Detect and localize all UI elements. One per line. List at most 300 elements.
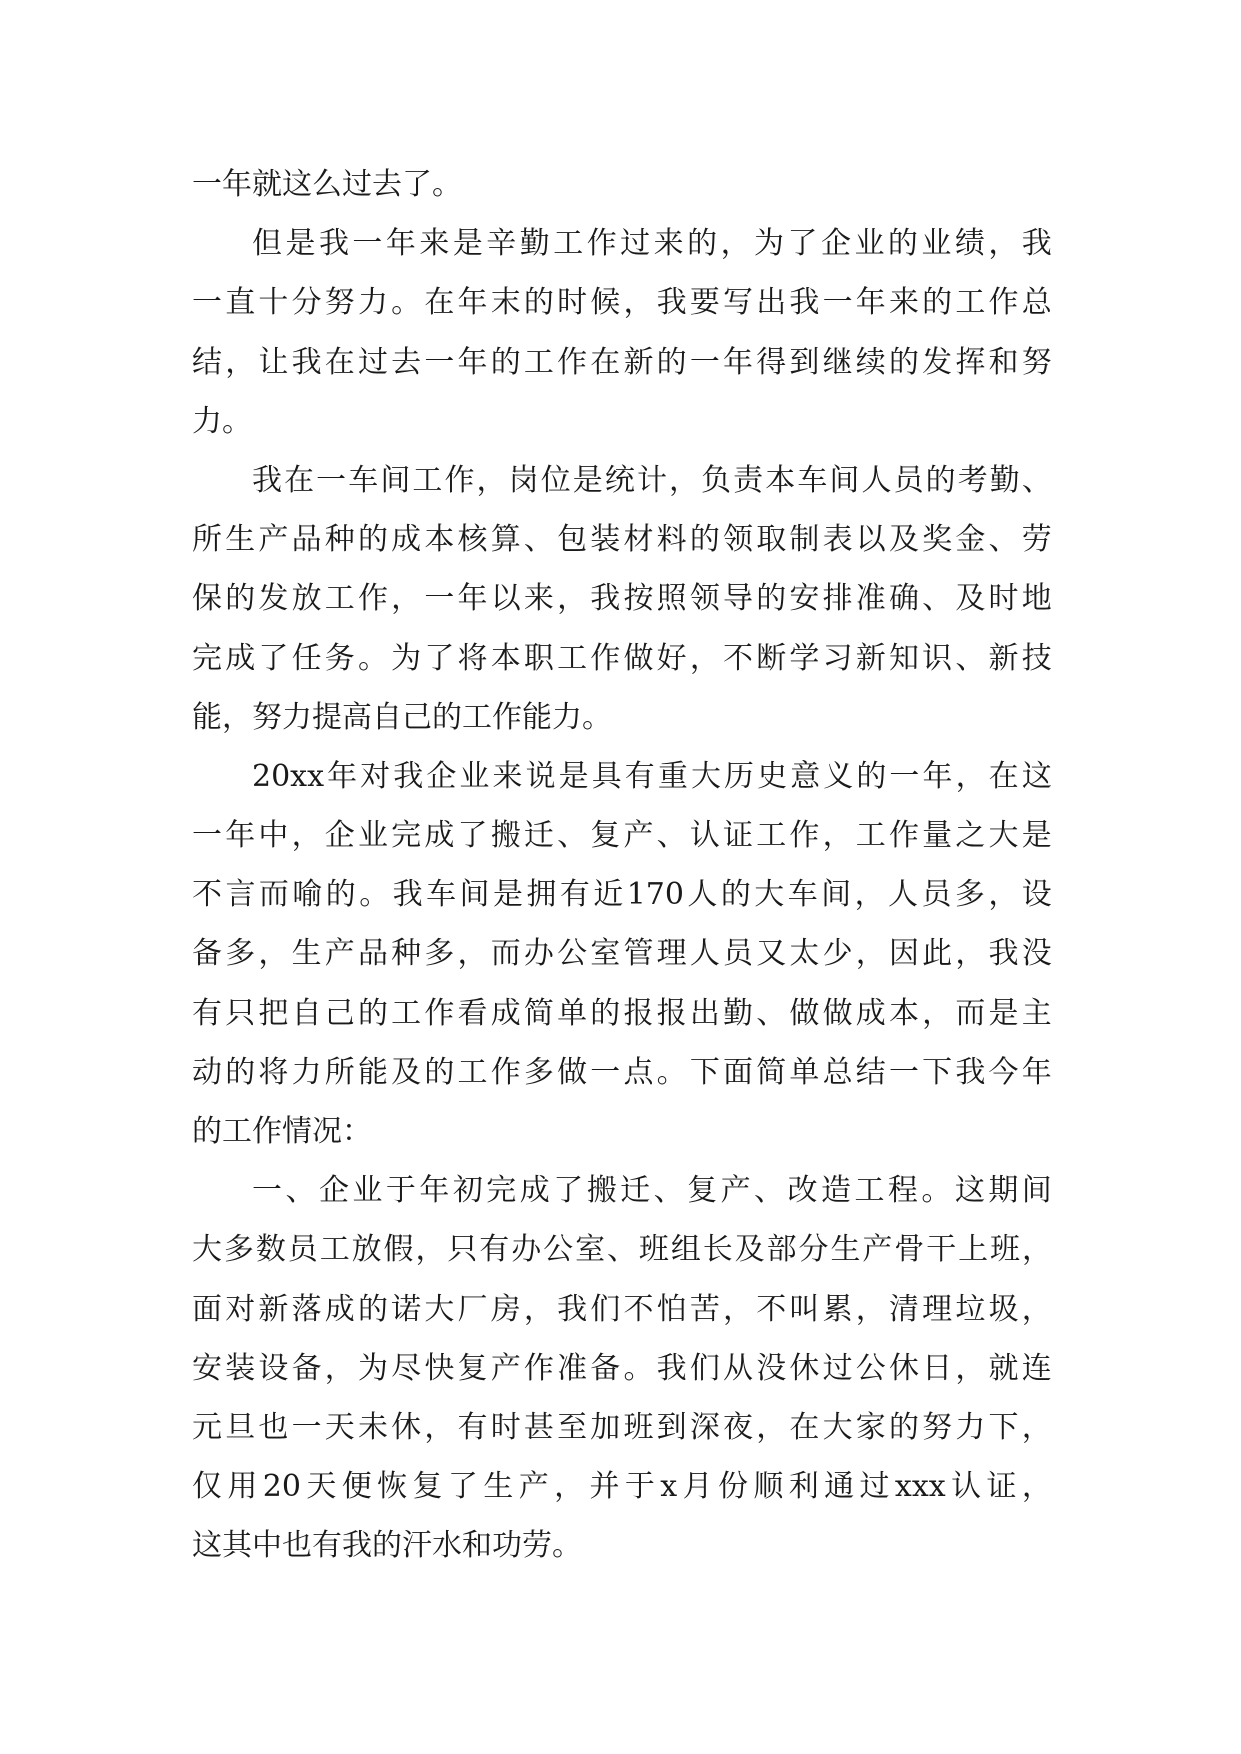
- text-glyph: 了: [787, 226, 818, 262]
- text-glyph: 我: [955, 1054, 986, 1090]
- text-glyph: 年: [419, 1173, 450, 1209]
- text-glyph: 深: [689, 1409, 720, 1445]
- text-glyph: 程: [887, 1173, 918, 1209]
- text-glyph: 工: [553, 226, 584, 262]
- text-glyph: 在: [424, 285, 455, 321]
- text-glyph: 我: [656, 1350, 687, 1386]
- text-glyph: 作: [490, 1054, 521, 1090]
- text-glyph: 于: [624, 1469, 655, 1505]
- text-glyph: 取: [756, 522, 787, 558]
- text-glyph: 说: [525, 758, 556, 794]
- text-glyph: 言: [225, 877, 256, 913]
- text-glyph: 力: [291, 1054, 322, 1090]
- text-glyph: 出: [689, 995, 720, 1031]
- text-glyph: 的: [225, 1054, 256, 1090]
- text-glyph: 计: [636, 462, 667, 498]
- text-glyph: 在: [324, 344, 355, 380]
- text-glyph: 成: [225, 640, 256, 676]
- text-glyph: 休: [888, 1350, 919, 1386]
- text-glyph: 业: [459, 758, 490, 794]
- text-glyph: 叫: [789, 1291, 820, 1327]
- text-glyph: 干: [926, 1232, 957, 1268]
- text-glyph: 大: [192, 1232, 222, 1268]
- text-glyph: 总: [1021, 285, 1052, 321]
- text-glyph: 己: [324, 995, 355, 1031]
- text-glyph: 努: [324, 285, 355, 321]
- text-glyph: 作: [789, 818, 820, 854]
- text-glyph: 甚: [523, 1409, 554, 1445]
- text-glyph: 间: [829, 462, 860, 498]
- text-glyph: 大: [822, 1409, 853, 1445]
- text-glyph: 自: [291, 995, 322, 1031]
- text-line: 能，努力提高自己的工作能力。: [192, 699, 612, 735]
- text-glyph: 排: [822, 581, 853, 617]
- text-glyph: 复: [457, 1350, 488, 1386]
- text-glyph: ，: [756, 1409, 787, 1445]
- text-glyph: 考: [957, 462, 988, 498]
- text-glyph: ，: [723, 1291, 753, 1327]
- text-glyph: ，: [1021, 1409, 1052, 1445]
- text-glyph: 旦: [225, 1409, 256, 1445]
- text-glyph: 人: [687, 877, 718, 913]
- text-line: [192, 273, 1052, 332]
- text-glyph: 也: [258, 1409, 289, 1445]
- text-glyph: 年: [723, 344, 753, 380]
- text-glyph: 过: [620, 226, 651, 262]
- text-glyph: 们: [590, 1291, 621, 1327]
- text-glyph: 有: [479, 1232, 510, 1268]
- text-glyph: 的: [888, 344, 919, 380]
- text-line: 力。: [192, 403, 252, 439]
- text-glyph: 品: [357, 936, 388, 972]
- text-glyph: 多: [954, 877, 985, 913]
- text-glyph: 来: [653, 226, 684, 262]
- text-glyph: ，: [855, 1291, 886, 1327]
- text-glyph: 恢: [377, 1469, 408, 1505]
- text-glyph: 一: [352, 226, 383, 262]
- text-glyph: 人: [888, 877, 919, 913]
- text-glyph: 年: [457, 581, 488, 617]
- text-glyph: 劳: [1021, 522, 1052, 558]
- text-glyph: 生: [830, 1232, 861, 1268]
- text-line: [192, 451, 1052, 510]
- text-glyph: 识: [922, 640, 953, 676]
- text-glyph: ，: [623, 285, 654, 321]
- text-glyph: 作: [586, 226, 617, 262]
- text-glyph: 只: [447, 1232, 478, 1268]
- text-glyph: 下: [922, 1054, 953, 1090]
- text-glyph: 生: [483, 1469, 514, 1505]
- text-glyph: 材: [623, 522, 654, 558]
- text-glyph: 了: [447, 1469, 478, 1505]
- text-glyph: 没: [1021, 936, 1052, 972]
- text-glyph: 圾: [988, 1291, 1019, 1327]
- text-glyph: 领: [723, 522, 753, 558]
- text-glyph: 喻: [292, 877, 323, 913]
- text-glyph: 的: [888, 1409, 919, 1445]
- text-line: 这其中也有我的汗水和功劳。: [192, 1528, 582, 1564]
- text-glyph: 我: [393, 758, 424, 794]
- text-glyph: 简: [523, 995, 554, 1031]
- text-glyph: 一: [291, 1409, 322, 1445]
- text-glyph: 产: [720, 1173, 751, 1209]
- text-glyph: 在: [590, 344, 621, 380]
- text-glyph: 导: [723, 581, 753, 617]
- text-glyph: 苦: [689, 1291, 720, 1327]
- text-glyph: 做: [789, 995, 820, 1031]
- text-glyph: 是: [492, 877, 523, 913]
- text-glyph: 报: [656, 995, 687, 1031]
- text-glyph: 年: [457, 285, 488, 321]
- text-line: [192, 1220, 1052, 1279]
- text-glyph: 出: [756, 285, 787, 321]
- text-glyph: 我: [557, 1291, 588, 1327]
- text-glyph: 办: [511, 1232, 542, 1268]
- text-glyph: 和: [988, 344, 1019, 380]
- text-glyph: 史: [757, 758, 788, 794]
- text-glyph: 的: [925, 462, 956, 498]
- text-glyph: 成: [855, 995, 886, 1031]
- text-glyph: 尽: [391, 1350, 422, 1386]
- text-glyph: 做: [557, 1054, 588, 1090]
- text-glyph: 的: [357, 995, 388, 1031]
- text-glyph: 造: [820, 1173, 851, 1209]
- text-glyph: 工: [557, 640, 588, 676]
- text-glyph: 面: [723, 1054, 753, 1090]
- text-glyph: x: [660, 1469, 678, 1505]
- text-glyph: 位: [540, 462, 571, 498]
- text-glyph: 单: [789, 1054, 820, 1090]
- text-glyph: 末: [490, 285, 521, 321]
- text-glyph: 年: [385, 226, 416, 262]
- text-glyph: 认: [951, 1469, 982, 1505]
- text-glyph: ，: [554, 1469, 585, 1505]
- text-glyph: 今: [988, 1054, 1019, 1090]
- text-glyph: 天: [324, 1409, 355, 1445]
- text-glyph: 班: [990, 1232, 1021, 1268]
- text-glyph: 组: [670, 1232, 701, 1268]
- text-glyph: 公: [855, 1350, 886, 1386]
- text-glyph: 在: [789, 1409, 820, 1445]
- text-line: [192, 1457, 1052, 1516]
- text-glyph: 做: [623, 640, 654, 676]
- text-glyph: 准: [855, 581, 886, 617]
- text-line: [192, 747, 1052, 806]
- text-glyph: 又: [756, 936, 787, 972]
- text-glyph: ，: [1021, 1232, 1052, 1268]
- text-glyph: 作: [424, 995, 455, 1031]
- text-glyph: ，: [523, 1291, 554, 1327]
- text-glyph: 夜: [723, 1409, 753, 1445]
- text-glyph: 十: [258, 285, 289, 321]
- text-glyph: 要: [689, 285, 720, 321]
- text-glyph: 。: [656, 1054, 687, 1090]
- text-glyph: 将: [258, 1054, 289, 1090]
- text-glyph: 对: [225, 1291, 256, 1327]
- text-glyph: 的: [689, 522, 720, 558]
- text-glyph: 我: [590, 581, 621, 617]
- text-line: [192, 1280, 1052, 1339]
- text-glyph: 初: [452, 1173, 483, 1209]
- text-glyph: 加: [590, 1409, 621, 1445]
- text-glyph: 新: [988, 640, 1019, 676]
- text-glyph: 工: [523, 344, 554, 380]
- text-glyph: 为: [754, 226, 785, 262]
- text-glyph: 意: [790, 758, 821, 794]
- text-glyph: 本: [424, 522, 455, 558]
- text-glyph: 一: [590, 1054, 621, 1090]
- text-glyph: 完: [486, 1173, 517, 1209]
- text-glyph: 垃: [955, 1291, 986, 1327]
- text-glyph: ，: [855, 936, 886, 972]
- text-glyph: 复: [687, 1173, 718, 1209]
- text-glyph: 结: [192, 344, 222, 380]
- text-glyph: 、: [756, 995, 787, 1031]
- text-glyph: 到: [789, 344, 820, 380]
- text-glyph: 人: [689, 936, 720, 972]
- text-glyph: 统: [604, 462, 635, 498]
- text-glyph: 的: [325, 877, 356, 913]
- text-glyph: 工: [855, 818, 886, 854]
- text-glyph: 地: [1021, 581, 1052, 617]
- text-glyph: 一: [424, 581, 455, 617]
- text-glyph: 公: [557, 936, 588, 972]
- text-glyph: 工: [324, 581, 355, 617]
- text-glyph: 、: [557, 818, 588, 854]
- text-glyph: 的: [756, 581, 787, 617]
- text-glyph: 下: [988, 1409, 1019, 1445]
- text-glyph: ，: [476, 462, 507, 498]
- text-glyph: 理: [922, 1291, 953, 1327]
- text-glyph: 厂: [457, 1291, 488, 1327]
- text-glyph: 复: [590, 818, 621, 854]
- text-glyph: 作: [444, 462, 475, 498]
- text-glyph: 努: [1021, 344, 1052, 380]
- text-glyph: 总: [822, 1054, 853, 1090]
- text-glyph: 习: [822, 640, 853, 676]
- text-glyph: 业: [854, 226, 885, 262]
- text-glyph: 产: [623, 818, 654, 854]
- text-glyph: 连: [1021, 1350, 1052, 1386]
- text-glyph: 我: [291, 344, 322, 380]
- text-glyph: 一: [252, 1173, 282, 1209]
- text-glyph: 一: [192, 818, 222, 854]
- text-glyph: 完: [192, 640, 222, 676]
- text-glyph: 本: [765, 462, 796, 498]
- text-glyph: 认: [689, 818, 720, 854]
- text-glyph: 年: [1021, 1054, 1052, 1090]
- text-glyph: ，: [922, 995, 953, 1031]
- text-glyph: 年: [225, 818, 256, 854]
- text-glyph: 休: [391, 1409, 422, 1445]
- text-glyph: 。: [921, 1173, 952, 1209]
- text-glyph: 大: [988, 818, 1019, 854]
- text-glyph: 年: [327, 758, 358, 794]
- text-glyph: 及: [734, 1232, 765, 1268]
- text-glyph: 努: [922, 1409, 953, 1445]
- text-glyph: 完: [391, 818, 422, 854]
- text-glyph: 的: [922, 285, 953, 321]
- text-glyph: 便: [341, 1469, 372, 1505]
- text-glyph: 大: [690, 758, 721, 794]
- text-glyph: 知: [888, 640, 919, 676]
- text-glyph: 以: [490, 581, 521, 617]
- text-glyph: 是: [572, 462, 603, 498]
- text-glyph: 继: [822, 344, 853, 380]
- text-glyph: 保: [192, 581, 222, 617]
- text-glyph: 责: [733, 462, 764, 498]
- text-glyph: 料: [656, 522, 687, 558]
- text-glyph: 所: [324, 1054, 355, 1090]
- text-glyph: 、: [656, 818, 687, 854]
- text-glyph: 我: [318, 226, 349, 262]
- text-glyph: 的: [523, 285, 554, 321]
- text-glyph: 、: [1021, 462, 1052, 498]
- text-glyph: 企: [426, 758, 457, 794]
- text-glyph: 累: [822, 1291, 853, 1327]
- text-glyph: ，: [424, 1409, 455, 1445]
- text-glyph: 备: [590, 1350, 621, 1386]
- text-glyph: 我: [1021, 226, 1052, 262]
- text-glyph: 就: [988, 1350, 1019, 1386]
- text-glyph: 工: [412, 462, 443, 498]
- text-glyph: 产: [490, 1350, 521, 1386]
- text-glyph: 装: [225, 1350, 256, 1386]
- text-glyph: 班: [623, 1409, 654, 1445]
- text-glyph: 安: [192, 1350, 222, 1386]
- text-glyph: 的: [424, 1054, 455, 1090]
- text-glyph: 了: [553, 1173, 584, 1209]
- text-glyph: 到: [656, 1409, 687, 1445]
- text-glyph: 动: [192, 1054, 222, 1090]
- text-glyph: 制: [789, 522, 820, 558]
- text-glyph: 车: [348, 462, 379, 498]
- text-glyph: 管: [623, 936, 654, 972]
- text-glyph: 奖: [922, 522, 953, 558]
- text-glyph: 、: [955, 640, 986, 676]
- text-glyph: 顺: [753, 1469, 784, 1505]
- text-glyph: 业: [921, 226, 952, 262]
- text-glyph: 业: [352, 1173, 383, 1209]
- text-glyph: 企: [318, 1173, 349, 1209]
- text-glyph: 核: [457, 522, 488, 558]
- text-glyph: 而: [955, 995, 986, 1031]
- text-glyph: 下: [689, 1054, 720, 1090]
- text-glyph: 骨: [894, 1232, 925, 1268]
- text-glyph: 种: [391, 936, 422, 972]
- text-glyph: ，: [955, 936, 986, 972]
- text-glyph: 职: [523, 640, 554, 676]
- text-glyph: 具: [591, 758, 622, 794]
- text-line: [192, 629, 1052, 688]
- text-glyph: 挥: [955, 344, 986, 380]
- text-glyph: 力: [955, 1409, 986, 1445]
- text-glyph: ，: [457, 936, 488, 972]
- text-glyph: 之: [955, 818, 986, 854]
- text-glyph: 断: [756, 640, 787, 676]
- text-glyph: 一: [889, 758, 920, 794]
- text-glyph: 20xx: [252, 758, 325, 794]
- text-glyph: 直: [225, 285, 256, 321]
- text-glyph: 负: [701, 462, 732, 498]
- text-glyph: 怕: [656, 1291, 687, 1327]
- text-glyph: 分: [798, 1232, 829, 1268]
- text-glyph: 一: [424, 344, 455, 380]
- text-glyph: 来: [888, 285, 919, 321]
- text-glyph: 能: [357, 1054, 388, 1090]
- text-glyph: 新: [855, 640, 886, 676]
- text-glyph: 勤: [723, 995, 753, 1031]
- text-glyph: 绩: [954, 226, 985, 262]
- text-glyph: 拥: [526, 877, 557, 913]
- text-glyph: 大: [424, 1291, 455, 1327]
- text-glyph: 工: [457, 1054, 488, 1090]
- text-glyph: 算: [490, 522, 521, 558]
- text-glyph: 好: [656, 640, 687, 676]
- text-glyph: 多: [424, 936, 455, 972]
- text-glyph: 来: [523, 581, 554, 617]
- text-glyph: 做: [822, 995, 853, 1031]
- text-glyph: 企: [324, 818, 355, 854]
- text-glyph: 一: [316, 462, 347, 498]
- text-glyph: 企: [820, 226, 851, 262]
- text-glyph: 室: [575, 1232, 606, 1268]
- text-glyph: ，: [258, 936, 289, 972]
- text-glyph: 工: [319, 1232, 350, 1268]
- text-glyph: 间: [1021, 1173, 1052, 1209]
- text-glyph: 、: [606, 1232, 637, 1268]
- text-glyph: 诺: [391, 1291, 422, 1327]
- text-glyph: 的: [357, 522, 388, 558]
- text-glyph: 的: [590, 995, 621, 1031]
- text-line: [192, 214, 1052, 273]
- text-glyph: 作: [590, 640, 621, 676]
- text-glyph: 的: [490, 344, 521, 380]
- text-glyph: 产: [518, 1469, 549, 1505]
- text-glyph: 证: [986, 1469, 1017, 1505]
- text-glyph: 成: [424, 818, 455, 854]
- text-glyph: 了: [457, 818, 488, 854]
- text-glyph: 成: [490, 995, 521, 1031]
- text-glyph: 不: [723, 640, 753, 676]
- text-glyph: 来: [419, 226, 450, 262]
- text-glyph: 及: [391, 1054, 422, 1090]
- text-glyph: 复: [412, 1469, 443, 1505]
- text-glyph: ，: [291, 818, 322, 854]
- text-glyph: ，: [415, 1232, 446, 1268]
- text-glyph: ，: [324, 1350, 355, 1386]
- text-glyph: 学: [789, 640, 820, 676]
- text-glyph: 间: [459, 877, 490, 913]
- text-glyph: 放: [351, 1232, 382, 1268]
- text-glyph: 让: [258, 344, 289, 380]
- text-line: [192, 865, 1052, 924]
- text-glyph: 员: [287, 1232, 318, 1268]
- text-glyph: 我: [789, 285, 820, 321]
- text-glyph: 于: [385, 1173, 416, 1209]
- text-glyph: 证: [723, 818, 753, 854]
- text-glyph: 年: [855, 285, 886, 321]
- text-glyph: 装: [590, 522, 621, 558]
- text-glyph: 的: [720, 877, 751, 913]
- text-glyph: 有: [457, 1409, 488, 1445]
- text-glyph: 过: [357, 344, 388, 380]
- text-glyph: 报: [623, 995, 654, 1031]
- text-glyph: 通: [824, 1469, 855, 1505]
- text-glyph: 本: [490, 640, 521, 676]
- text-glyph: 数: [255, 1232, 286, 1268]
- text-glyph: 搬: [490, 818, 521, 854]
